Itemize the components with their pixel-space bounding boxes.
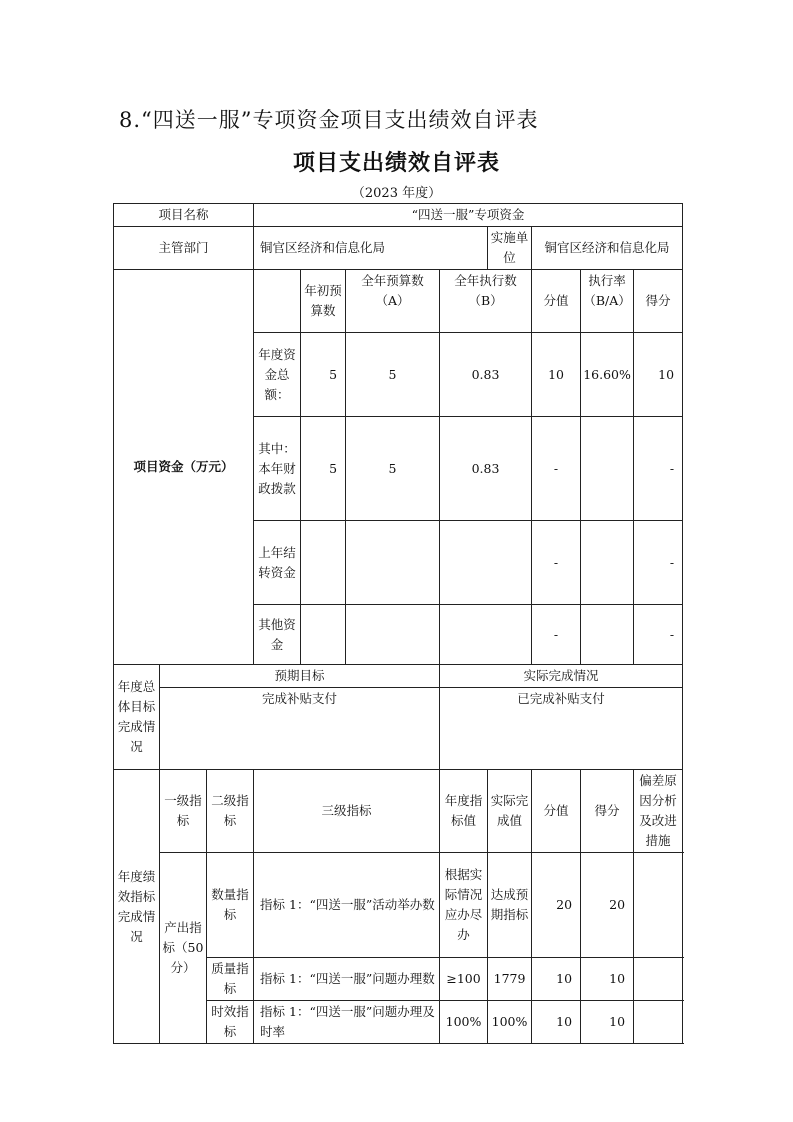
indicators-header-deviation: 偏差原因分析及改进措施 xyxy=(634,770,683,853)
indicators-header-actual: 实际完成值 xyxy=(488,770,532,853)
indicator-level3: 指标 1：“四送一服”问题办理数 xyxy=(254,958,440,1001)
funds-row-annual: 5 xyxy=(346,417,440,521)
funds-row-executed: 0.83 xyxy=(440,333,532,417)
funds-label: 项目资金（万元） xyxy=(114,270,254,665)
goal-expected-value: 完成补贴支付 xyxy=(160,688,440,770)
indicators-header-level3: 三级指标 xyxy=(254,770,440,853)
indicator-target: ≥100 xyxy=(440,958,488,1001)
funds-row-score-value: - xyxy=(532,417,581,521)
funds-row-executed xyxy=(440,605,532,665)
funds-header-blank xyxy=(254,270,301,333)
indicator-level2: 数量指标 xyxy=(207,853,254,958)
funds-row-rate xyxy=(581,417,634,521)
indicators-header-target: 年度指标值 xyxy=(440,770,488,853)
funds-row-executed: 0.83 xyxy=(440,417,532,521)
indicator-deviation xyxy=(634,853,683,958)
funds-header-annual: 全年预算数（A） xyxy=(346,270,440,333)
indicator-actual: 100% xyxy=(488,1001,532,1044)
indicators-header-score-value: 分值 xyxy=(532,770,581,853)
indicator-level2: 质量指标 xyxy=(207,958,254,1001)
funds-row-initial: 5 xyxy=(301,333,346,417)
goal-label: 年度总体目标完成情况 xyxy=(114,665,160,770)
goal-actual-value: 已完成补贴支付 xyxy=(440,688,683,770)
goal-actual-label: 实际完成情况 xyxy=(440,665,683,688)
funds-row-label: 年度资金总额： xyxy=(254,333,301,417)
indicator-score: 10 xyxy=(581,1001,634,1044)
indicator-score-value: 20 xyxy=(532,853,581,958)
funds-row-label: 其他资金 xyxy=(254,605,301,665)
dept-label: 主管部门 xyxy=(114,227,254,270)
project-name-label: 项目名称 xyxy=(114,204,254,227)
indicator-level2: 时效指标 xyxy=(207,1001,254,1044)
indicator-actual: 达成预期指标 xyxy=(488,853,532,958)
funds-row-score-value: 10 xyxy=(532,333,581,417)
funds-row-executed xyxy=(440,521,532,605)
indicators-level1: 产出指标（50分） xyxy=(160,853,207,1044)
funds-row-annual xyxy=(346,521,440,605)
funds-row-annual xyxy=(346,605,440,665)
funds-row-label: 其中：本年财政拨款 xyxy=(254,417,301,521)
indicator-target: 根据实际情况应办尽办 xyxy=(440,853,488,958)
indicators-header-level1: 一级指标 xyxy=(160,770,207,853)
indicators-header-score: 得分 xyxy=(581,770,634,853)
dept-value: 铜官区经济和信息化局 xyxy=(254,227,488,270)
indicator-deviation xyxy=(634,1001,683,1044)
funds-row-initial xyxy=(301,605,346,665)
funds-row-rate: 16.60% xyxy=(581,333,634,417)
funds-header-score-value: 分值 xyxy=(532,270,581,333)
funds-row-annual: 5 xyxy=(346,333,440,417)
project-name-value: “四送一服”专项资金 xyxy=(254,204,683,227)
funds-row-score: - xyxy=(634,417,683,521)
funds-row-rate xyxy=(581,521,634,605)
indicators-header-level2: 二级指标 xyxy=(207,770,254,853)
indicator-deviation xyxy=(634,958,683,1001)
funds-row-initial xyxy=(301,521,346,605)
indicator-score: 20 xyxy=(581,853,634,958)
self-evaluation-table xyxy=(113,203,683,1044)
funds-row-label: 上年结转资金 xyxy=(254,521,301,605)
funds-header-rate: 执行率（B/A） xyxy=(581,270,634,333)
impl-unit-label: 实施单位 xyxy=(488,227,532,270)
indicators-label: 年度绩效指标完成情况 xyxy=(114,770,160,1044)
funds-header-score: 得分 xyxy=(634,270,683,333)
impl-unit-value: 铜官区经济和信息化局 xyxy=(532,227,683,270)
goal-expected-label: 预期目标 xyxy=(160,665,440,688)
funds-row-score-value: - xyxy=(532,605,581,665)
funds-row-score: - xyxy=(634,521,683,605)
funds-header-executed: 全年执行数（B） xyxy=(440,270,532,333)
indicator-level3: 指标 1：“四送一服”活动举办数 xyxy=(254,853,440,958)
year-label: （2023 年度） xyxy=(351,186,442,201)
indicator-actual: 1779 xyxy=(488,958,532,1001)
funds-row-initial: 5 xyxy=(301,417,346,521)
indicator-target: 100% xyxy=(440,1001,488,1044)
funds-header-initial: 年初预算数 xyxy=(301,270,346,333)
section-heading: 8.“四送一服”专项资金项目支出绩效自评表 xyxy=(119,108,539,132)
page-title: 项目支出绩效自评表 xyxy=(292,151,500,176)
funds-row-score: 10 xyxy=(634,333,683,417)
indicator-level3: 指标 1：“四送一服”问题办理及时率 xyxy=(254,1001,440,1044)
funds-row-rate xyxy=(581,605,634,665)
indicator-score-value: 10 xyxy=(532,1001,581,1044)
funds-row-score: - xyxy=(634,605,683,665)
funds-row-score-value: - xyxy=(532,521,581,605)
indicator-score: 10 xyxy=(581,958,634,1001)
indicator-score-value: 10 xyxy=(532,958,581,1001)
